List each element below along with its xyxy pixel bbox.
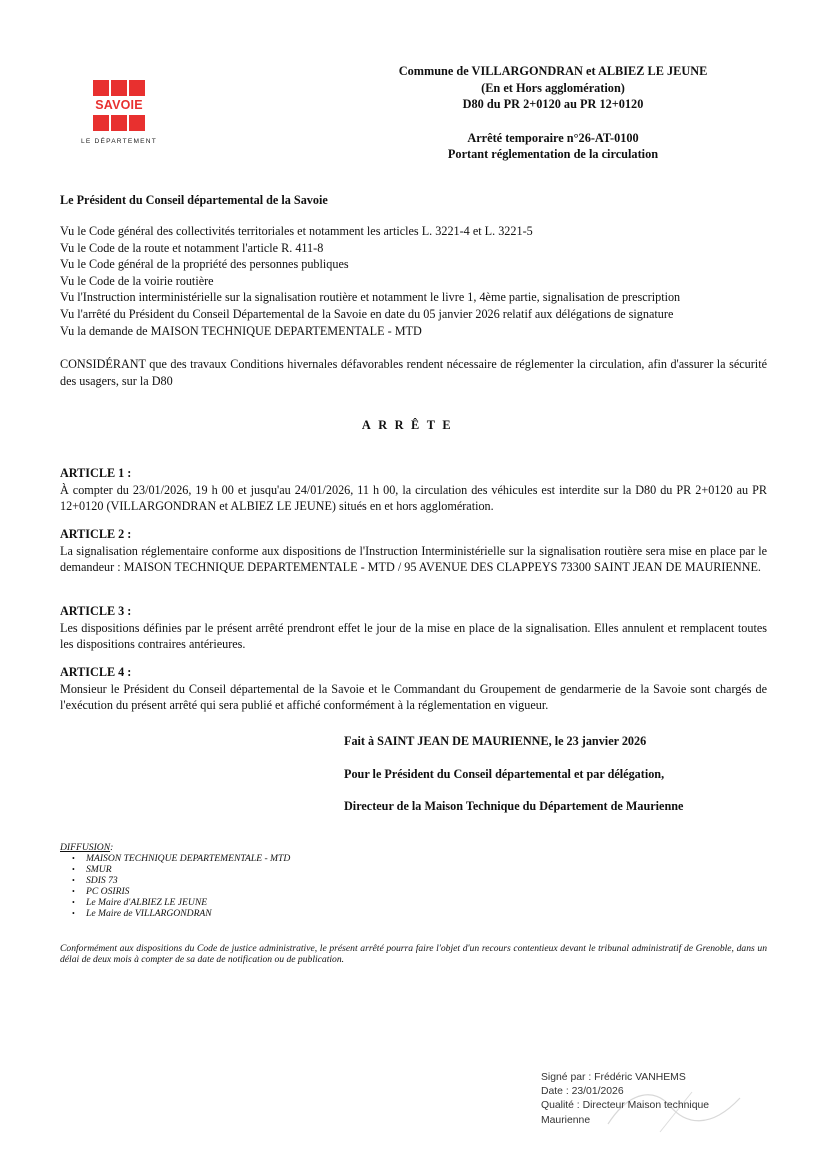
article-text: Monsieur le Président du Conseil départemental de la Savoie et le Commandant du Groupement de gendarmerie de la Savoie sont chargés de l'exécution du présent arrêté qui sera publié et affiché conformément à la réglementation en vigueur. (60, 681, 767, 713)
header-object: Portant réglementation de la circulation (447, 147, 659, 161)
logo-square (111, 115, 127, 131)
diffusion-item: • Le Maire de VILLARGONDRAN (86, 908, 290, 919)
visa-item: Vu la demande de MAISON TECHNIQUE DEPARTEMENTALE - MTD (60, 323, 422, 338)
place-date: Fait à SAINT JEAN DE MAURIENNE, le 23 janvier 2026 (344, 734, 647, 748)
article-text: La signalisation réglementaire conforme aux dispositions de l'Instruction Interministérielle sur la signalisation routière sera mise en place par le demandeur : MAISON TECHNIQUE DEPARTEMENTALE - MTD / 95 AVENUE DES CLAPPEYS 73300 SAINT JEAN DE MAURIENNE. (60, 543, 767, 575)
article-title: ARTICLE 1 : (60, 466, 132, 480)
header-arrete-number: Arrêté temporaire n°26-AT-0100 (467, 130, 639, 145)
logo-square (93, 80, 109, 96)
logo-subtitle: LE DÉPARTEMENT (81, 138, 157, 145)
header-agglomeration: (En et Hors agglomération) (481, 80, 625, 95)
legal-recourse-notice: Conformément aux dispositions du Code de justice administrative, le présent arrêté pourra faire l'objet d'un recours contentieux devant le tribunal administratif de Grenoble, dans un délai de deux mois à compter de sa date de notification ou de publication. (60, 943, 767, 966)
signature-block (344, 734, 764, 816)
logo-brand: SAVOIE (93, 98, 145, 113)
logo-square (129, 80, 145, 96)
visa-item: Vu l'arrêté du Président du Conseil Départemental de la Savoie en date du 05 janvier 2026 relatif aux délégations de signature (60, 306, 674, 321)
president-title: Le Président du Conseil départemental de la Savoie (60, 193, 328, 207)
diffusion-colon: : (110, 842, 114, 853)
header-commune: Commune de VILLARGONDRAN et ALBIEZ LE JEUNE (398, 64, 708, 78)
diffusion-item: • Le Maire d'ALBIEZ LE JEUNE (86, 897, 290, 908)
logo-square (93, 115, 109, 131)
visa-item: Vu le Code de la voirie routière (60, 273, 214, 288)
document-header (338, 63, 768, 163)
signature-quality-cont: Maurienne (541, 1114, 591, 1126)
visas-list (60, 223, 770, 339)
logo-square (129, 115, 145, 131)
diffusion-item: • SDIS 73 (86, 875, 290, 886)
diffusion-item: • PC OSIRIS (86, 886, 290, 897)
article-4 (60, 664, 767, 714)
diffusion-title: DIFFUSION (60, 842, 111, 853)
signature-date: Date : 23/01/2026 (541, 1086, 624, 1098)
article-1 (60, 465, 767, 515)
article-title: ARTICLE 3 : (60, 604, 132, 618)
diffusion-item: • SMUR (86, 864, 290, 875)
article-title: ARTICLE 2 : (60, 527, 132, 541)
article-2 (60, 526, 767, 576)
visa-item: Vu le Code général des collectivités territoriales et notamment les articles L. 3221-4 et L. 3221-5 (60, 224, 533, 238)
signature-quality: Qualité : Directeur Maison technique (541, 1100, 710, 1112)
savoie-logo (80, 80, 158, 150)
header-route: D80 du PR 2+0120 au PR 12+0120 (462, 97, 644, 111)
diffusion-block (60, 842, 290, 919)
diffusion-list (60, 853, 290, 919)
article-title: ARTICLE 4 : (60, 665, 132, 679)
considerant-paragraph: CONSIDÉRANT que des travaux Conditions hivernales défavorables rendent nécessaire de réglementer la circulation, afin d'assurer la sécurité des usagers, sur la D80 (60, 357, 767, 388)
article-3 (60, 603, 767, 653)
logo-square (111, 80, 127, 96)
arrete-heading: ARRÊTE (361, 418, 459, 432)
signature-signer: Signé par : Frédéric VANHEMS (541, 1072, 686, 1083)
visa-item: Vu le Code général de la propriété des personnes publiques (60, 257, 349, 272)
signatory-role: Directeur de la Maison Technique du Département de Maurienne (344, 799, 684, 814)
article-text: À compter du 23/01/2026, 19 h 00 et jusqu'au 24/01/2026, 11 h 00, la circulation des véhicules est interdite sur la D80 du PR 2+0120 au PR 12+0120 (VILLARGONDRAN et ALBIEZ LE JEUNE) situés en et hors agglomération. (60, 482, 767, 514)
diffusion-item: • MAISON TECHNIQUE DEPARTEMENTALE - MTD (86, 853, 290, 864)
visa-item: Vu le Code de la route et notamment l'article R. 411-8 (60, 240, 324, 255)
delegation-line: Pour le Président du Conseil départemental et par délégation, (344, 766, 665, 781)
visa-item: Vu l'Instruction interministérielle sur la signalisation routière et notamment le livre 1, 4ème partie, signalisation de prescription (60, 290, 681, 305)
article-text: Les dispositions définies par le présent arrêté prendront effet le jour de la mise en place de la signalisation. Elles annulent et remplacent toutes les dispositions contraires antérieures. (60, 620, 767, 652)
electronic-signature (541, 1071, 781, 1128)
